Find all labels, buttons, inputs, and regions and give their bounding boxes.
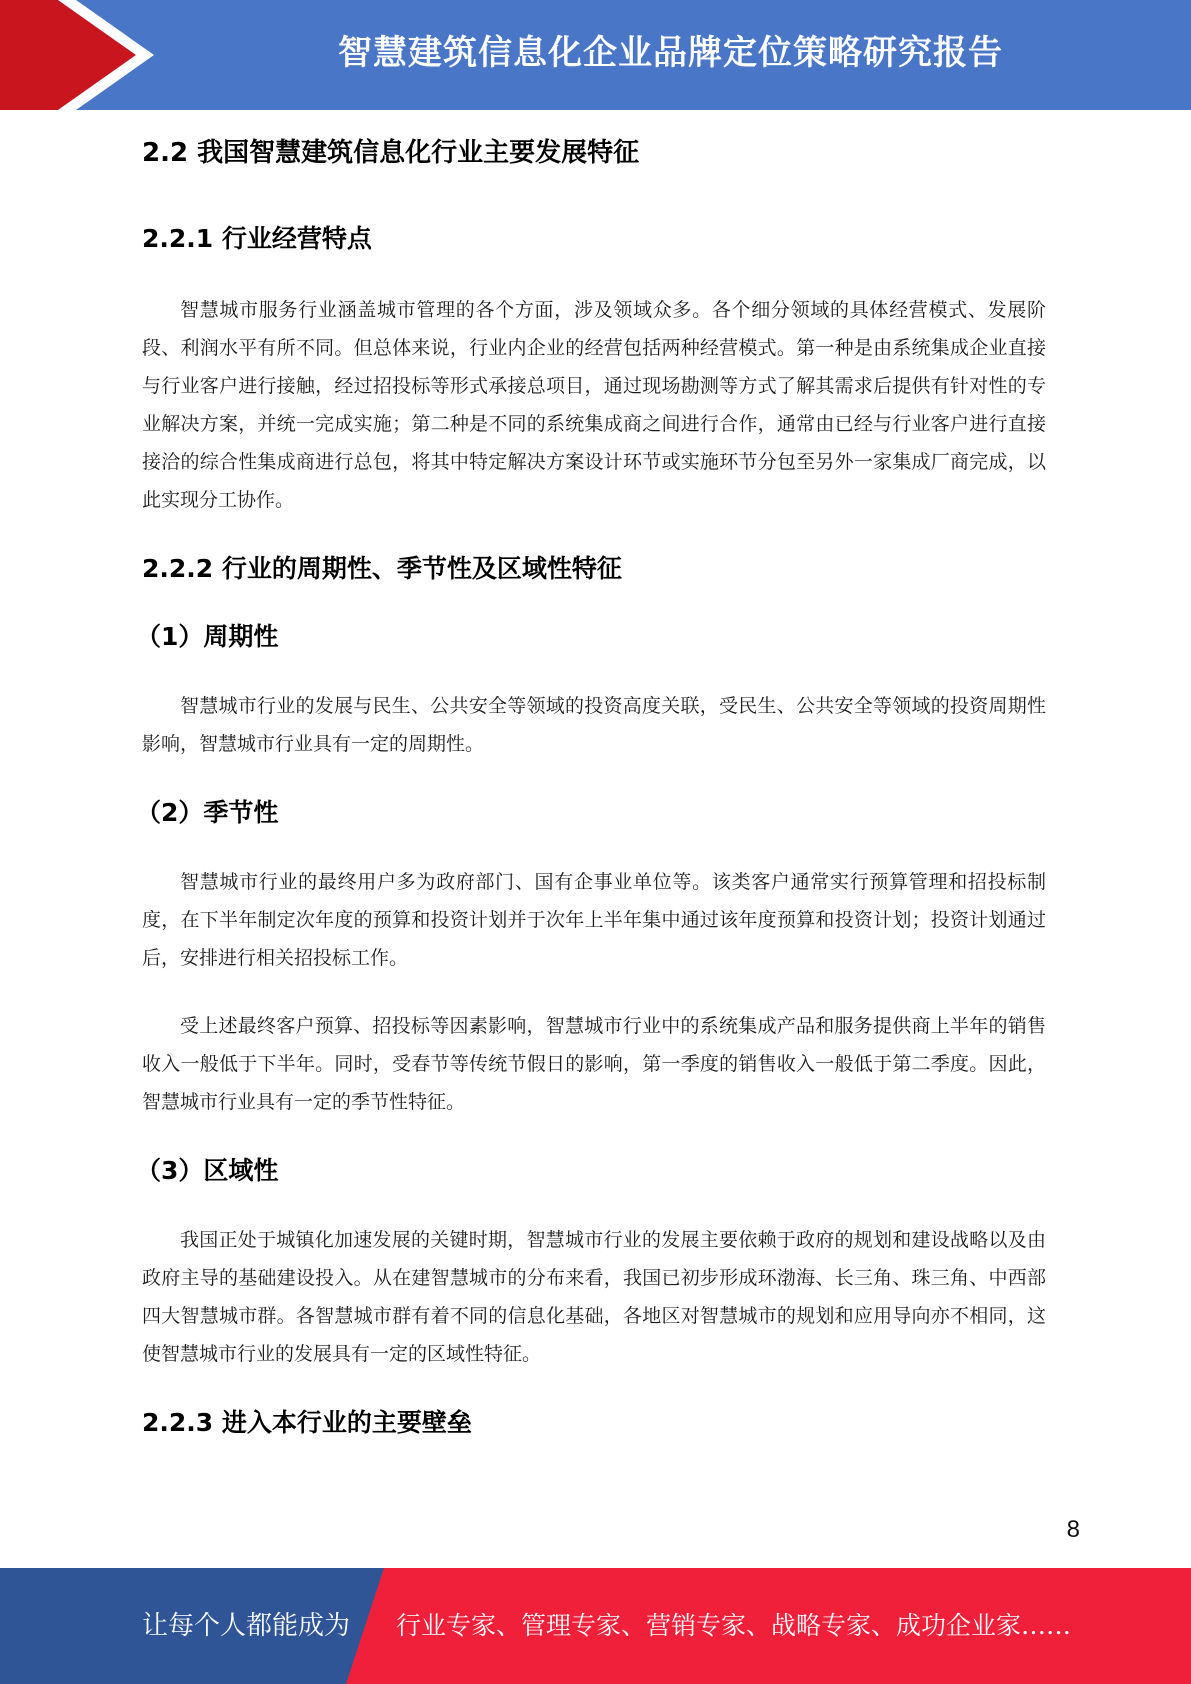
- section-heading-2-2-2: 2.2.2 行业的周期性、季节性及区域性特征: [142, 554, 622, 583]
- document-body: [136, 118, 1046, 1439]
- footer-slogan-right: 行业专家、管理专家、营销专家、战略专家、成功企业家……: [396, 1611, 1072, 1640]
- subheading-seasonality: （2）季节性: [136, 798, 279, 827]
- paragraph-seasonality-1: 智慧城市行业的最终用户多为政府部门、国有企事业单位等。该类客户通常实行预算管理和招投标制度，在下半年制定次年度的预算和投资计划并于次年上半年集中通过该年度预算和投资计划；投资计划通过后，安排进行相关招投标工作。: [142, 871, 1046, 969]
- paragraph-regionality: 我国正处于城镇化加速发展的关键时期，智慧城市行业的发展主要依赖于政府的规划和建设战略以及由政府主导的基础建设投入。从在建智慧城市的分布来看，我国已初步形成环渤海、长三角、珠三角、中西部四大智慧城市群。各智慧城市群有着不同的信息化基础，各地区对智慧城市的规划和应用导向亦不相同，这使智慧城市行业的发展具有一定的区域性特征。: [142, 1229, 1046, 1365]
- section-heading-2-2-1: 2.2.1 行业经营特点: [142, 224, 372, 253]
- section-heading-2-2-3: 2.2.3 进入本行业的主要壁垒: [142, 1408, 472, 1437]
- subheading-regionality: （3）区域性: [136, 1156, 279, 1185]
- report-title: 智慧建筑信息化企业品牌定位策略研究报告: [338, 33, 1003, 73]
- paragraph-business-characteristics: 智慧城市服务行业涵盖城市管理的各个方面，涉及领域众多。各个细分领域的具体经营模式、发展阶段、利润水平有所不同。但总体来说，行业内企业的经营包括两种经营模式。第一种是由系统集成企业直接与行业客户进行接触，经过招投标等形式承接总项目，通过现场勘测等方式了解其需求后提供有针对性的专业解决方案，并统一完成实施；第二种是不同的系统集成商之间进行合作，通常由已经与行业客户进行直接接洽的综合性集成商进行总包，将其中特定解决方案设计环节或实施环节分包至另外一家集成厂商完成，以此实现分工协作。: [142, 299, 1046, 511]
- report-header: [0, 0, 1191, 110]
- paragraph-seasonality-2: 受上述最终客户预算、招投标等因素影响，智慧城市行业中的系统集成产品和服务提供商上半年的销售收入一般低于下半年。同时，受春节等传统节假日的影响，第一季度的销售收入一般低于第二季度。因此，智慧城市行业具有一定的季节性特征。: [142, 1015, 1046, 1113]
- footer-slogan-left: 让每个人都能成为: [142, 1611, 351, 1641]
- section-heading-2-2: 2.2 我国智慧建筑信息化行业主要发展特征: [142, 138, 640, 168]
- paragraph-periodicity: 智慧城市行业的发展与民生、公共安全等领域的投资高度关联，受民生、公共安全等领域的投资周期性影响，智慧城市行业具有一定的周期性。: [142, 695, 1046, 755]
- page-number: 8: [1066, 1516, 1080, 1543]
- report-footer: [0, 1568, 1191, 1684]
- subheading-periodicity: （1）周期性: [136, 622, 279, 651]
- header-arrow-decoration: [0, 0, 160, 110]
